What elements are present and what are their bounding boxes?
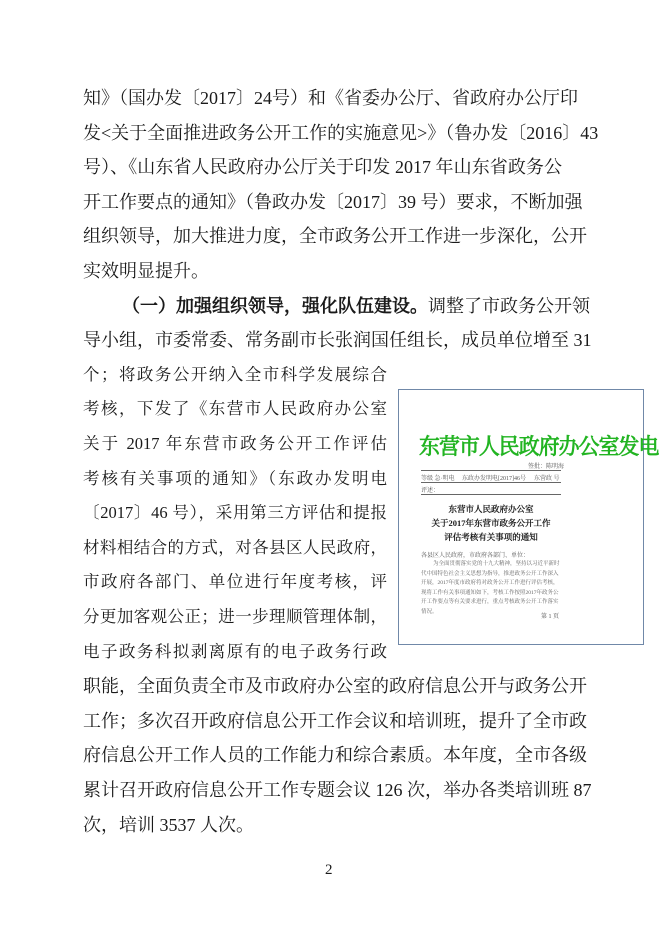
paragraph-line: 开工作要点的通知》（鲁政办发〔2017〕39 号）要求，不断加强 xyxy=(83,191,583,212)
paragraph-line: 分更加客观公正；进一步理顺管理体制， xyxy=(83,607,387,626)
figure-remark: 评述： xyxy=(421,488,440,494)
divider xyxy=(421,482,561,483)
paragraph-line: 市政府各部门、单位进行年度考核，评 xyxy=(83,572,387,592)
page-number: 2 xyxy=(325,862,333,878)
paragraph-line: 实效明显提升。 xyxy=(83,261,209,281)
figure-issuer: 东营政 号 xyxy=(534,476,560,482)
paragraph-line: 发<关于全面推进政务公开工作的实施意见>》（鲁办发〔2016〕43 xyxy=(83,122,599,143)
divider xyxy=(421,494,561,495)
section-heading-line xyxy=(122,289,590,323)
paragraph-line: 累计召开政府信息公开工作专题会议 126 次，举办各类培训班 87 xyxy=(83,780,592,800)
paragraph-line: 工作；多次召开政府信息公开工作会议和培训班，提升了全市政 xyxy=(83,710,587,731)
figure-heading-3: 评估考核有关事项的通知 xyxy=(444,532,538,542)
paragraph-line: 〔2017〕46 号），采用第三方评估和提报 xyxy=(83,503,387,523)
figure-heading-2: 关于2017年东营市政务公开工作 xyxy=(431,518,551,528)
paragraph-line: 知》（国办发〔2017〕24号）和《省委办公厅、省政府办公厅印 xyxy=(83,88,578,108)
paragraph-line: 次，培训 3537 人次。 xyxy=(83,814,254,835)
figure-title: 东营市人民政府办公室发电 xyxy=(419,434,659,459)
paragraph-line: 府信息公开工作人员的工作能力和综合素质。本年度，全市各级 xyxy=(83,745,587,766)
figure-salutation: 各县区人民政府，市政府各部门、单位： xyxy=(421,553,530,559)
figure-footer: 第 1 页 xyxy=(541,614,560,620)
figure-body: 为全面贯彻落实党的十九大精神，坚持以习近平新时代中国特色社会主义思想为指导，推进政务公开工作深入开展，2017年度市政府将对政务公开工作进行评估考核，现将工作有关事项通知如下，考核工作按照2017年政务公开工作要点等有关要求进行，重点考核政务公开工作落实情况。 xyxy=(421,561,560,615)
paragraph-line: 个；将政务公开纳入全市科学发展综合 xyxy=(83,364,387,384)
paragraph-line: 导小组，市委常委、常务副市长张润国任组长，成员单位增至 31 xyxy=(83,330,592,351)
paragraph-line: 关于 2017 年东营市政务公开工作评估 xyxy=(83,434,387,453)
divider xyxy=(421,470,561,471)
figure-signer: 签批：陈明海 xyxy=(528,464,565,470)
paragraph-line: 考核，下发了《东营市人民政府办公室 xyxy=(83,399,387,419)
paragraph-line: 考核有关事项的通知》（东政办发明电 xyxy=(83,468,387,488)
figure-heading-1: 东营市人民政府办公室 xyxy=(448,504,534,514)
section-heading: （一）加强组织领导，强化队伍建设。 xyxy=(122,295,428,316)
paragraph-text: 调整了市政务公开领 xyxy=(428,295,590,316)
paragraph-line: 电子政务科拟剥离原有的电子政务行政 xyxy=(83,641,387,661)
paragraph-line: 组织领导，加大推进力度，全市政务公开工作进一步深化，公开 xyxy=(83,226,587,247)
figure-doc-no: 东政办发明电[2017]46号 xyxy=(462,476,526,482)
paragraph-line: 职能，全面负责全市及市政府办公室的政府信息公开与政务公开 xyxy=(83,676,587,697)
paragraph-line: 号）、《山东省人民政府办公厅关于印发 2017 年山东省政务公 xyxy=(83,157,562,178)
paragraph-line: 材料相结合的方式，对各县区人民政府， xyxy=(83,537,387,557)
embedded-document-image xyxy=(398,389,659,645)
figure-grade: 等级 急·明电 xyxy=(421,476,455,482)
